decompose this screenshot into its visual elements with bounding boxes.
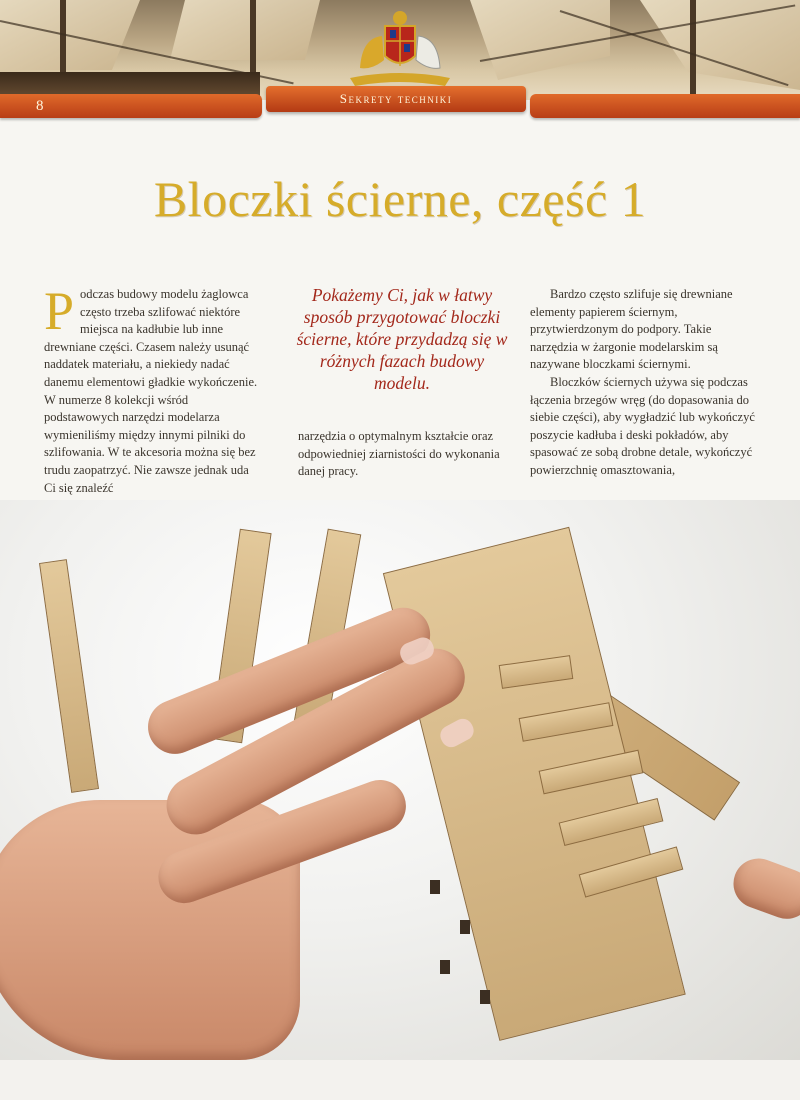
coat-of-arms-logo bbox=[340, 8, 460, 88]
text-column-middle bbox=[298, 428, 512, 481]
hand-thumb bbox=[726, 852, 800, 926]
section-band-right bbox=[530, 94, 800, 118]
body-paragraph: Bardzo często szlifuje się drewniane elementy papierem ściernym, przytwierdzonym do podpory. Takie narzędzia w żargonie modelarskim są nazywane bloczkami ściernymi. bbox=[530, 287, 733, 372]
sail-shape bbox=[170, 0, 320, 60]
frame-notch bbox=[480, 990, 490, 1004]
article-title: Bloczki ścierne, część 1 bbox=[153, 171, 647, 227]
pull-quote: Pokażemy Ci, jak w łatwy sposób przygotować bloczki ścierne, które przydadzą się w różnych fazach budowy modelu. bbox=[296, 285, 508, 393]
hull-frames-photo bbox=[0, 500, 800, 1060]
frame-notch bbox=[440, 960, 450, 974]
frame-notch bbox=[430, 880, 440, 894]
bulkhead-frame bbox=[39, 559, 99, 793]
body-paragraph: odczas budowy modelu żaglowca często trzeba szlifować niektóre miejsca na kadłubie lub inne drewniane części. Czasem należy usunąć naddatek materiału, a niekiedy nadać danemu elementowi gładkie wykończenie. W numerze 8 kolekcji wśród podstawowych narzędzi modelarza wymieniliśmy między innymi pilniki do szlifowania. W te akcesoria można się bez trudu zaopatrzyć. Nie zawsze jednak uda Ci się znaleźć bbox=[44, 287, 258, 495]
text-column-right bbox=[530, 286, 756, 480]
hull-frame-assembly bbox=[383, 527, 686, 1041]
body-paragraph: narzędzia o optymalnym kształcie oraz odpowiedniej ziarnistości do wykonania danej pracy. bbox=[298, 429, 500, 479]
text-column-left bbox=[44, 281, 262, 497]
section-label: Sekrety techniki bbox=[266, 86, 526, 112]
page-margin bbox=[0, 1060, 800, 1100]
body-paragraph: Bloczków ściernych używa się podczas łączenia brzegów wręg (do dopasowania do siebie części), aby wygładzić lub wykończyć poszycie kadłuba i deski pokładów, aby spasować ze sobą drobne detale, wykończyć powierzchnię omasztowania, bbox=[530, 374, 755, 477]
mast bbox=[690, 0, 696, 95]
frame-notch bbox=[460, 920, 470, 934]
drop-cap: P bbox=[44, 281, 75, 341]
mast bbox=[250, 0, 256, 80]
page-number: 8 bbox=[36, 98, 44, 114]
